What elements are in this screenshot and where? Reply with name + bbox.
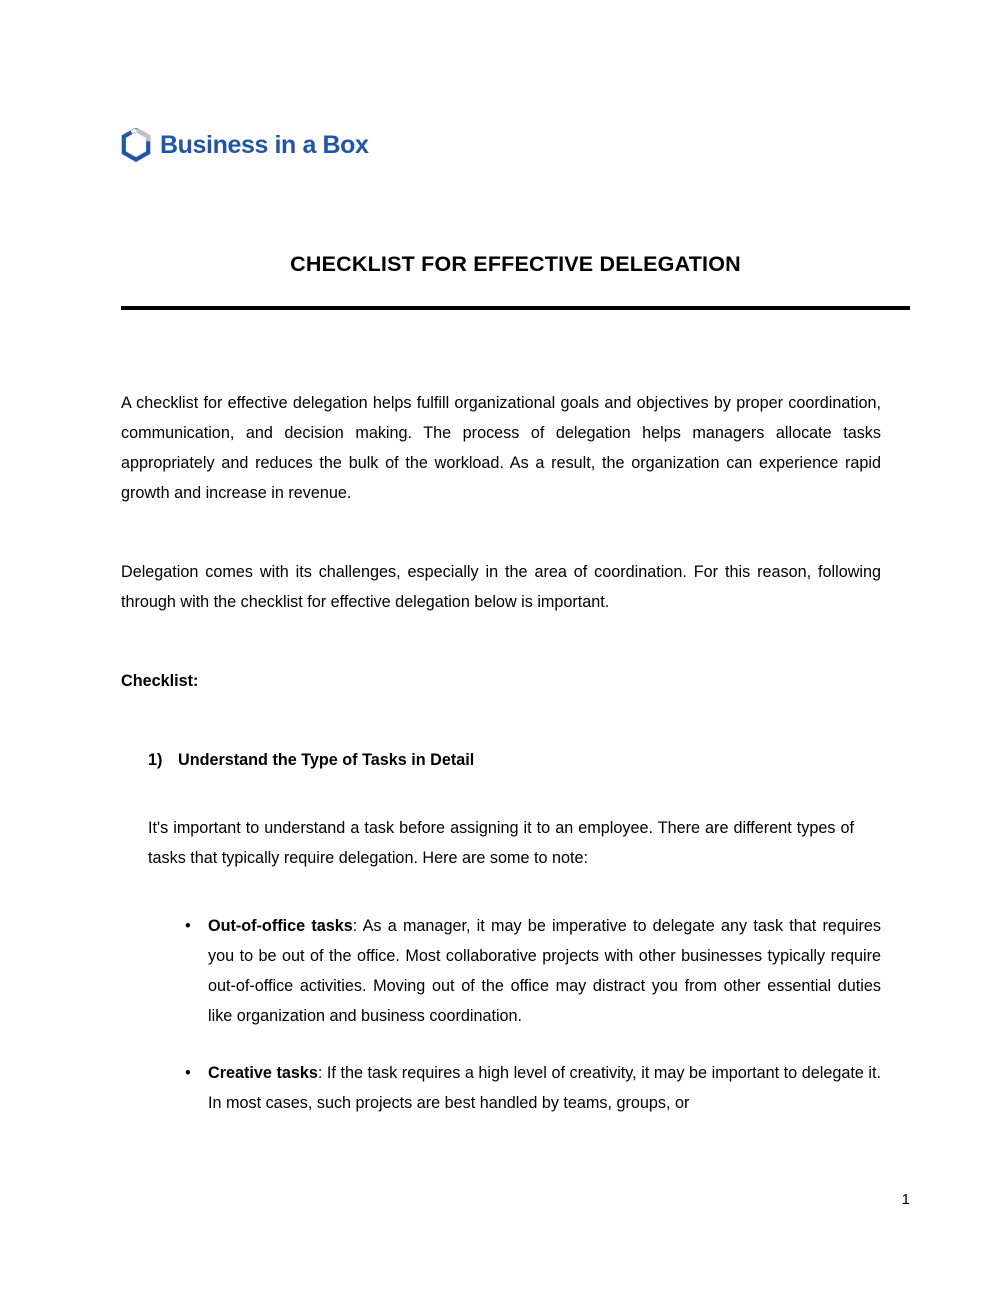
bullet-body: : If the task requires a high level of creativity, it may be important to delegate it. In most cases, such projects are best handled by teams, groups, or [208,1064,881,1112]
spacer [121,873,881,911]
spacer [121,508,881,557]
checklist-label: Checklist: [121,672,199,690]
checklist-item-title: Understand the Type of Tasks in Detail [178,751,475,769]
bullet-content [208,911,881,1031]
bullet-icon: • [185,1064,191,1082]
intro-paragraph-2: Delegation comes with its challenges, especially in the area of coordination. For this reason, following through with the checklist for effective delegation below is important. [121,563,881,611]
document-body [121,388,881,1118]
list-item [121,1058,881,1118]
list-item [121,911,881,1031]
hexagon-ring-icon [121,128,151,162]
title-divider [121,306,910,310]
brand-name: Business in a Box [160,130,369,159]
page-title: CHECKLIST FOR EFFECTIVE DELEGATION [290,252,741,276]
bullet-icon: • [185,917,191,935]
checklist-item-body: It's important to understand a task before assigning it to an employee. There are different types of tasks that typically require delegation. Here are some to note: [148,819,854,867]
spacer [121,1031,881,1058]
spacer [121,696,881,745]
bullet-term: Out-of-office tasks [208,917,353,935]
intro-paragraph-1: A checklist for effective delegation helps fulfill organizational goals and objectives by proper coordination, communication, and decision making. The process of delegation helps managers allocate tasks appropriately and reduces the bulk of the workload. As a result, the organization can experience rapid growth and increase in revenue. [121,394,881,502]
bullet-body: : As a manager, it may be imperative to delegate any task that requires you to be out of the office. Most collaborative projects with other businesses typically require out-of-office activities. Moving out of the office may distract you from other essential duties like organization and business coordination. [208,917,881,1025]
spacer [121,617,881,666]
spacer [121,775,881,813]
bullet-content [208,1058,881,1118]
list-marker: 1) [148,751,163,769]
bullet-term: Creative tasks [208,1064,318,1082]
brand-logo [121,128,369,162]
page-number: 1 [901,1191,910,1208]
checklist-item-heading [121,745,881,775]
